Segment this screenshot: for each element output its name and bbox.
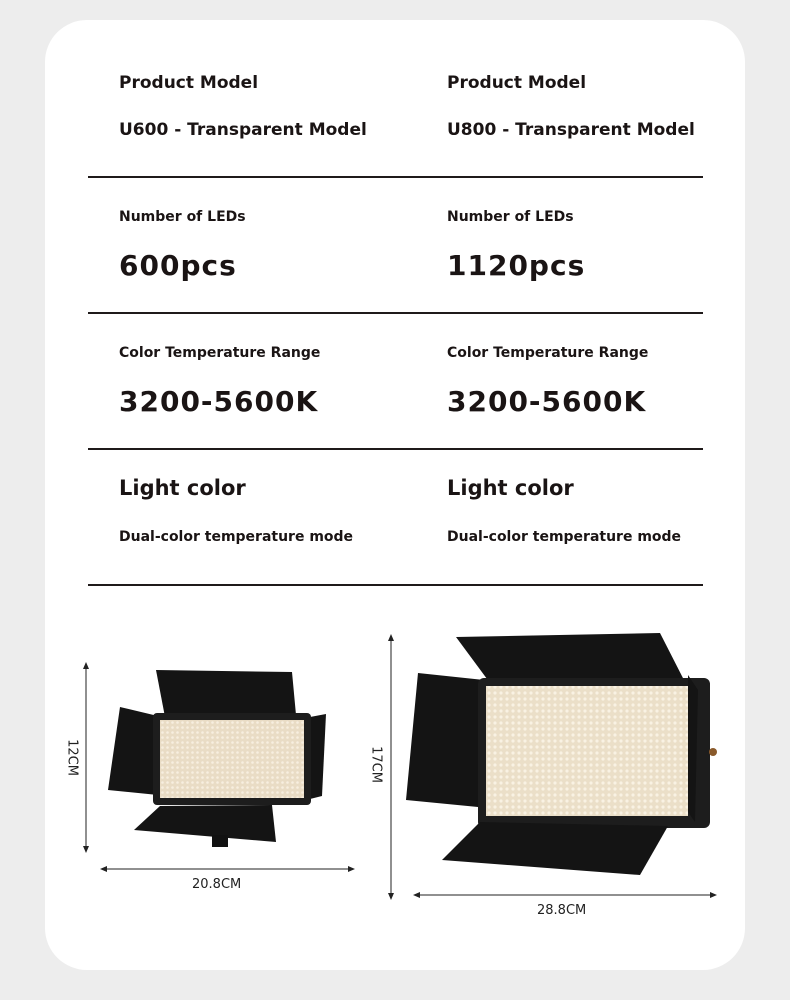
arrow-head-icon xyxy=(388,634,394,641)
arrow-head-icon xyxy=(100,866,107,872)
spec-label: Product Model xyxy=(119,73,259,93)
spec-value: Dual-color temperature mode xyxy=(447,529,682,545)
shoe-mount xyxy=(212,835,228,847)
arrow-head-icon xyxy=(83,846,89,853)
led-array xyxy=(486,686,688,816)
barn-door-left xyxy=(406,673,484,807)
spec-value: Dual-color temperature mode xyxy=(119,529,354,545)
spec-label: Number of LEDs xyxy=(447,209,574,225)
small-width-label: 20.8CM xyxy=(192,877,242,892)
knob-icon xyxy=(709,748,717,756)
spec-label: Color Temperature Range xyxy=(447,345,649,361)
spec-value: 1120pcs xyxy=(447,249,586,282)
arrow-head-icon xyxy=(83,662,89,669)
spec-label: Light color xyxy=(447,476,574,500)
spec-label: Color Temperature Range xyxy=(119,345,321,361)
led-array xyxy=(160,720,304,798)
spec-value: U800 - Transparent Model xyxy=(447,120,695,140)
arrow-head-icon xyxy=(348,866,355,872)
barn-door-bottom xyxy=(134,805,276,842)
spec-value: U600 - Transparent Model xyxy=(119,120,367,140)
barn-door-bottom xyxy=(442,822,668,875)
large-width-label: 28.8CM xyxy=(537,903,587,918)
spec-label: Number of LEDs xyxy=(119,209,246,225)
barn-door-top xyxy=(456,633,686,684)
small-height-label: 12CM xyxy=(64,739,80,776)
spec-value: 3200-5600K xyxy=(119,385,319,418)
arrow-head-icon xyxy=(413,892,420,898)
spec-value: 3200-5600K xyxy=(447,385,647,418)
arrow-head-icon xyxy=(388,893,394,900)
spec-label: Product Model xyxy=(447,73,587,93)
arrow-head-icon xyxy=(710,892,717,898)
spec-label: Light color xyxy=(119,476,246,500)
spec-value: 600pcs xyxy=(119,249,237,282)
barn-door-top xyxy=(156,670,296,717)
large-height-label: 17CM xyxy=(368,746,384,783)
